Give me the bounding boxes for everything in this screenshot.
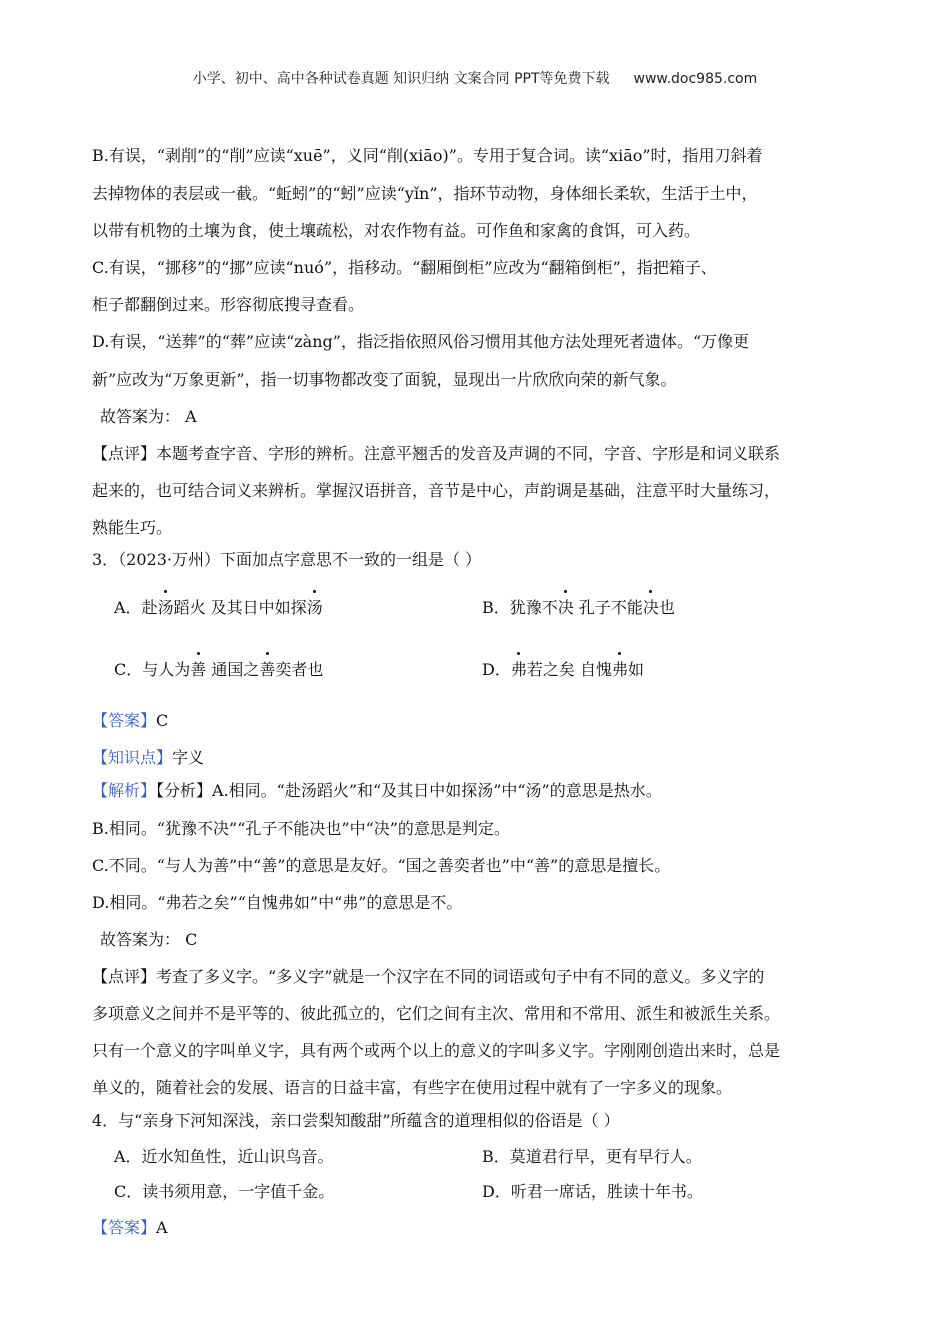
q3-knowledge-value: 字义 (172, 748, 205, 767)
q3-option-d (482, 657, 644, 683)
q3-option-d-text2: 如 (627, 660, 644, 679)
q3-option-c-text3: 奕者也 (275, 660, 324, 679)
q3-option-d-dotted-char2: 弗 (612, 657, 628, 683)
q3-comment-line3: 只有一个意义的字叫单义字，具有两个或两个以上的意义的字叫多义字。字刚刚创造出来时，总是 (92, 1041, 781, 1060)
q3-option-c-dotted-char1: 善 (190, 657, 206, 683)
q3-analysis-line3: C.不同。“与人为善”中“善”的意思是友好。“国之善奕者也”中“善”的意思是擅长。 (92, 856, 671, 875)
q3-comment-line1 (92, 965, 764, 989)
q4-option-b: B．莫道君行早，更有早行人。 (482, 1147, 702, 1166)
header-site-link[interactable]: www.doc985.com (633, 71, 758, 87)
q3-option-a-text1: 赴 (141, 598, 158, 617)
q2-option-b-line2: 去掉物体的表层或一截。“蚯蚓”的“蚓”应读“yǐn”，指环节动物，身体细长柔软，生活于土中， (92, 184, 758, 203)
q3-analysis-line4: D.相同。“弗若之矣”“自愧弗如”中“弗”的意思是不。 (92, 893, 463, 912)
q3-knowledge-point (92, 746, 204, 770)
q3-comment-line2: 多项意义之间并不是平等的、彼此孤立的，它们之间有主次、常用和不常用、派生和被派生关系。 (92, 1004, 781, 1023)
q3-option-c-dotted-char2: 善 (259, 657, 275, 683)
q2-option-b-line1: B.有误，“剥削”的“削”应读“xuē”，义同“削(xiāo)”。专用于复合词。读“xiāo”时，指用刀斜着 (92, 146, 763, 165)
q3-stem: 3．（2023·万州）下面加点字意思不一致的一组是（ ） (92, 550, 482, 569)
q2-answer: 故答案为： A (100, 407, 197, 426)
q3-analysis-line1 (92, 779, 662, 803)
q4-answer-value: A (156, 1218, 168, 1237)
q3-knowledge-tag: 【知识点】 (92, 748, 173, 767)
q3-option-b-label: B． (482, 598, 510, 617)
q3-analysis-tag: 【解析】 (92, 781, 157, 800)
q3-analysis-text1: 【分析】A.相同。“赴汤蹈火”和“及其日中如探汤”中“汤”的意思是热水。 (156, 781, 662, 800)
q3-option-a-dotted-char2: 汤 (307, 595, 323, 621)
q2-option-b-line3: 以带有机物的土壤为食，使土壤疏松，对农作物有益。可作鱼和家禽的食饵，可入药。 (92, 221, 701, 240)
q3-option-c-text2: 通国之 (206, 660, 260, 679)
q3-analysis-line2: B.相同。“犹豫不决”“孔子不能决也”中“决”的意思是判定。 (92, 819, 510, 838)
q3-comment-tag: 【点评】 (92, 967, 157, 986)
q3-option-c (114, 657, 323, 683)
q3-option-b (482, 595, 675, 621)
q3-option-a-text2: 蹈火 及其日中如探 (173, 598, 307, 617)
q2-comment-line3: 熟能生巧。 (92, 518, 173, 537)
q4-answer (92, 1216, 168, 1240)
q3-final-answer: 故答案为： C (100, 930, 198, 949)
q2-option-c-line2: 柜子都翻倒过来。形容彻底搜寻查看。 (92, 295, 365, 314)
q3-option-b-dotted-char1: 决 (558, 595, 574, 621)
q3-option-d-dotted-char1: 弗 (511, 657, 527, 683)
q3-option-c-text1: 与人为 (142, 660, 191, 679)
q2-comment-line2: 起来的，也可结合词义来辨析。掌握汉语拼音，音节是中心，声韵调是基础，注意平时大量练习， (92, 481, 781, 500)
q2-comment-text1: 本题考查字音、字形的辨析。注意平翘舌的发音及声调的不同，字音、字形是和词义联系 (156, 444, 781, 463)
q4-option-c: C．读书须用意，一字值千金。 (114, 1182, 335, 1201)
q3-option-a (114, 595, 323, 621)
q3-option-b-text3: 也 (658, 598, 675, 617)
q3-option-a-dotted-char1: 汤 (158, 595, 174, 621)
q3-comment-text1: 考查了多义字。“多义字”就是一个汉字在不同的词语或句子中有不同的意义。多义字的 (156, 967, 765, 986)
q4-answer-tag: 【答案】 (92, 1218, 157, 1237)
q3-option-d-text1: 若之矣 自愧 (526, 660, 612, 679)
q4-option-d: D．听君一席话，胜读十年书。 (482, 1182, 703, 1201)
q3-answer-tag: 【答案】 (92, 711, 157, 730)
q3-answer-value: C (156, 711, 169, 730)
q2-option-d-line2: 新”应改为“万象更新”，指一切事物都改变了面貌，显现出一片欣欣向荣的新气象。 (92, 370, 677, 389)
q2-option-d-line1: D.有误，“送葬”的“葬”应读“zàng”，指泛指依照风俗习惯用其他方法处理死者遗体。“万像更 (92, 332, 750, 351)
q3-option-b-dotted-char2: 决 (643, 595, 659, 621)
q4-stem: 4．与“亲身下河知深浅，亲口尝梨知酸甜”所蕴含的道理相似的俗语是（ ） (92, 1111, 620, 1130)
q2-comment-tag: 【点评】 (92, 444, 157, 463)
q2-option-c-line1: C.有误，“挪移”的“挪”应读“nuó”，指移动。“翻厢倒柜”应改为“翻箱倒柜”，指把箱子、 (92, 258, 717, 277)
q3-answer (92, 709, 168, 733)
q3-comment-line4: 单义的，随着社会的发展、语言的日益丰富，有些字在使用过程中就有了一字多义的现象。 (92, 1078, 733, 1097)
page-header (0, 68, 950, 88)
q3-option-b-text1: 犹豫不 (509, 598, 558, 617)
q2-comment-line1 (92, 442, 780, 466)
header-text: 小学、初中、高中各种试卷真题 知识归纳 文案合同 PPT等免费下载 (192, 71, 610, 87)
q3-option-a-label: A． (114, 598, 142, 617)
q3-option-c-label: C． (114, 660, 143, 679)
q3-option-b-text2: 孔子不能 (573, 598, 643, 617)
q3-option-d-label: D． (482, 660, 511, 679)
q4-option-a: A．近水知鱼性，近山识鸟音。 (114, 1147, 334, 1166)
